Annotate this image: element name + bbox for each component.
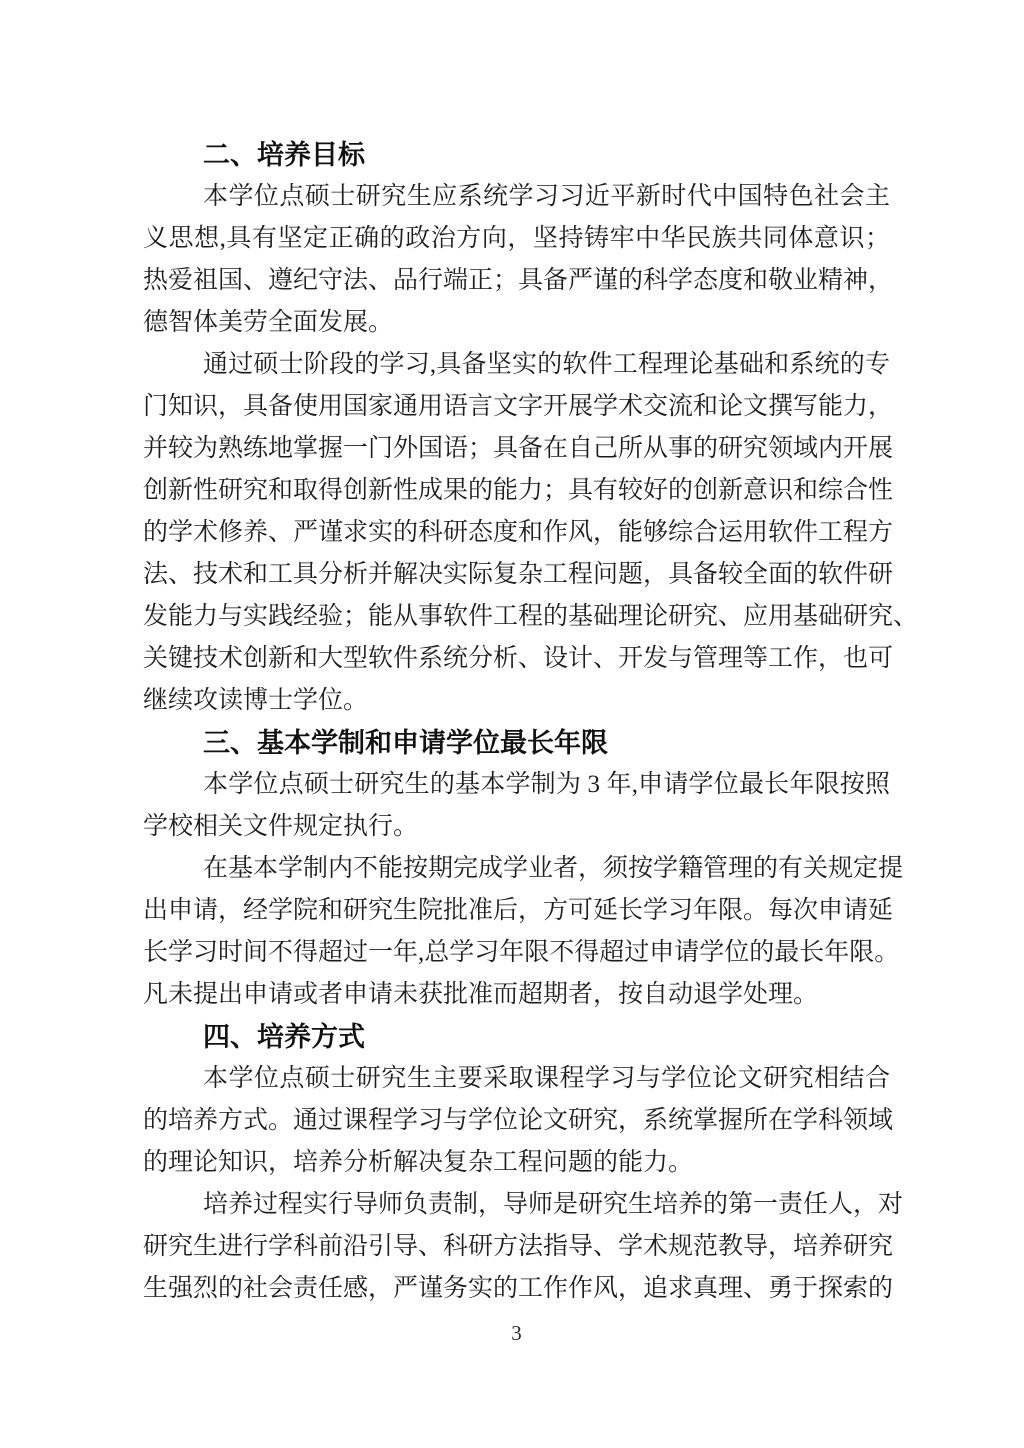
text-line: 本学位点硕士研究生主要采取课程学习与学位论文研究相结合: [203, 1065, 890, 1092]
text-line: 生强烈的社会责任感，严谨务实的工作作风，追求真理、勇于探索的: [143, 1275, 894, 1302]
text-line: 长学习时间不得超过一年,总学习年限不得超过申请学位的最长年限。: [143, 939, 900, 966]
paragraph: [143, 1058, 894, 1184]
text-line: 培养过程实行导师负责制，导师是研究生培养的第一责任人，对: [203, 1191, 904, 1218]
text-line: 凡未提出申请或者申请未获批准而超期者，按自动退学处理。: [143, 981, 819, 1008]
text-line: 出申请，经学院和研究生院批准后，方可延长学习年限。每次申请延: [143, 897, 894, 924]
page-footer: [143, 1312, 890, 1354]
text-line: 关键技术创新和大型软件系统分析、设计、开发与管理等工作，也可: [143, 645, 894, 672]
text-line: 的理论知识，培养分析解决复杂工程问题的能力。: [143, 1149, 694, 1176]
text-line: 义思想,具有坚定正确的政治方向，坚持铸牢中华民族共同体意识；: [143, 225, 890, 252]
text-line: 本学位点硕士研究生应系统学习习近平新时代中国特色社会主: [203, 183, 890, 210]
section-heading: 四、培养方式: [203, 1022, 365, 1052]
text-line: 热爱祖国、遵纪守法、品行端正；具备严谨的科学态度和敬业精神，: [143, 267, 894, 294]
paragraph: [143, 848, 904, 1016]
text-line: 本学位点硕士研究生的基本学制为 3 年,申请学位最长年限按照: [203, 771, 890, 798]
text-line: 创新性研究和取得创新性成果的能力；具有较好的创新意识和综合性: [143, 477, 894, 504]
text-line: 研究生进行学科前沿引导、科研方法指导、学术规范教导，培养研究: [143, 1233, 894, 1260]
page-number: 3: [511, 1321, 522, 1345]
text-line: 门知识，具备使用国家通用语言文字开展学术交流和论文撰写能力，: [143, 393, 894, 420]
document-content: [143, 134, 919, 1310]
text-line: 并较为熟练地掌握一门外国语；具备在自己所从事的研究领域内开展: [143, 435, 894, 462]
document-section: [143, 722, 904, 1016]
document-section: [143, 134, 919, 722]
text-line: 的培养方式。通过课程学习与学位论文研究，系统掌握所在学科领域: [143, 1107, 894, 1134]
text-line: 法、技术和工具分析并解决实际复杂工程问题，具备较全面的软件研: [143, 561, 894, 588]
document-section: [143, 1016, 904, 1310]
paragraph: [143, 176, 894, 344]
paragraph: [143, 344, 919, 722]
text-line: 德智体美劳全面发展。: [143, 309, 394, 336]
paragraph: [143, 764, 890, 848]
paragraph: [143, 1184, 904, 1310]
section-heading: 三、基本学制和申请学位最长年限: [203, 728, 608, 758]
text-line: 发能力与实践经验；能从事软件工程的基础理论研究、应用基础研究、: [143, 603, 919, 630]
text-line: 的学术修养、严谨求实的科研态度和作风，能够综合运用软件工程方: [143, 519, 894, 546]
section-heading: 二、培养目标: [203, 140, 365, 170]
text-line: 通过硕士阶段的学习,具备坚实的软件工程理论基础和系统的专: [203, 351, 890, 378]
text-line: 学校相关文件规定执行。: [143, 813, 419, 840]
text-line: 继续攻读博士学位。: [143, 687, 369, 714]
text-line: 在基本学制内不能按期完成学业者，须按学籍管理的有关规定提: [203, 855, 904, 882]
